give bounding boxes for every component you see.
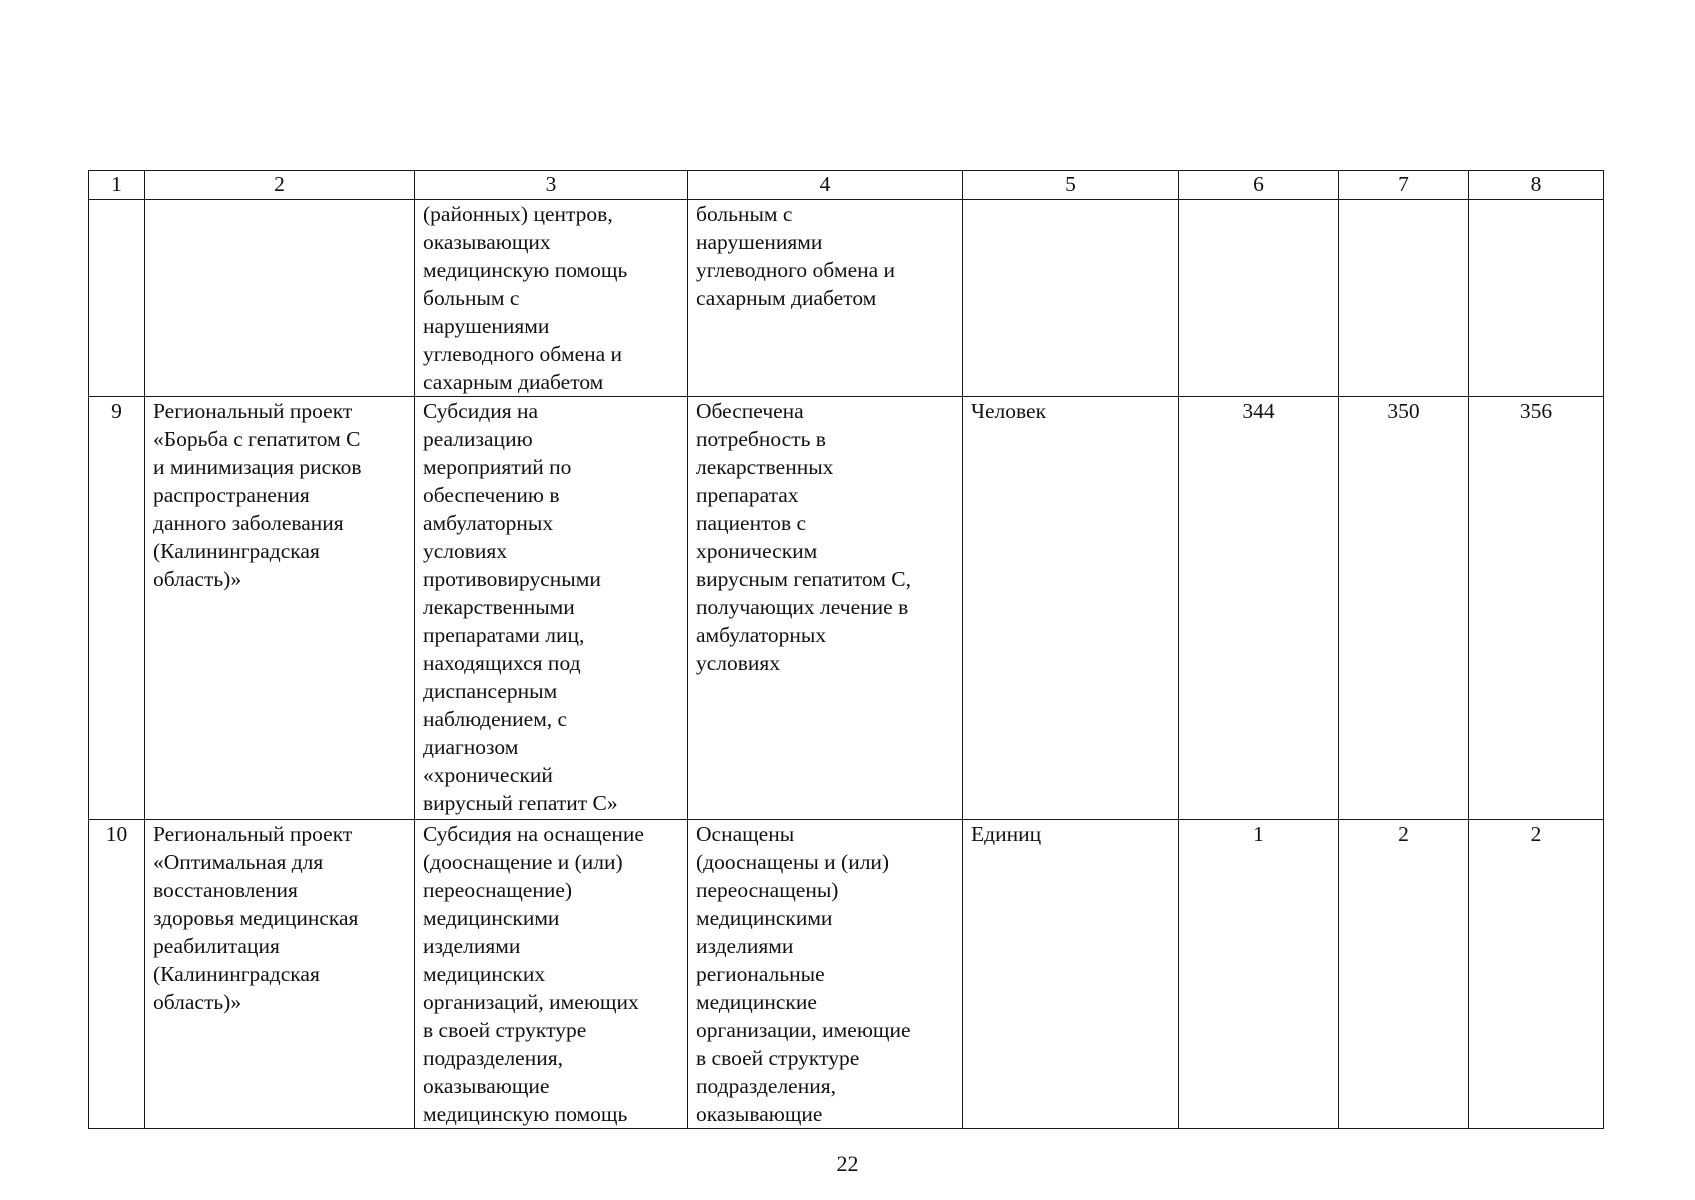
row-number-cell: 10 [89, 820, 145, 1129]
value-cell-6: 1 [1179, 820, 1339, 1129]
header-row [89, 171, 1604, 200]
column-header-4: 4 [688, 171, 963, 200]
measure-cell: (районных) центров, оказывающих медицинскую помощь больным с нарушениями углеводного обмена и сахарным диабетом [415, 200, 688, 397]
row-number-cell [89, 200, 145, 397]
column-header-8: 8 [1469, 171, 1604, 200]
value-cell-6 [1179, 200, 1339, 397]
column-header-6: 6 [1179, 171, 1339, 200]
column-header-7: 7 [1339, 171, 1469, 200]
result-cell: Обеспечена потребность в лекарственных препаратах пациентов с хроническим вирусным гепатитом С, получающих лечение в амбулаторных условиях [688, 397, 963, 820]
column-header-3: 3 [415, 171, 688, 200]
project-name-cell [145, 200, 415, 397]
value-cell-6: 344 [1179, 397, 1339, 820]
table-row [89, 820, 1604, 1129]
unit-cell: Человек [963, 397, 1179, 820]
column-header-5: 5 [963, 171, 1179, 200]
value-cell-7: 350 [1339, 397, 1469, 820]
unit-cell: Единиц [963, 820, 1179, 1129]
measure-cell: Субсидия на оснащение (дооснащение и (или) переоснащение) медицинскими изделиями медицинских организаций, имеющих в своей структуре подразделения, оказывающие медицинскую помощь [415, 820, 688, 1129]
project-name-cell: Региональный проект «Борьба с гепатитом С и минимизация рисков распространения данного заболевания (Калининградская область)» [145, 397, 415, 820]
value-cell-8: 2 [1469, 820, 1604, 1129]
unit-cell [963, 200, 1179, 397]
row-number-cell: 9 [89, 397, 145, 820]
value-cell-8 [1469, 200, 1604, 397]
data-table [88, 170, 1604, 1129]
column-header-1: 1 [89, 171, 145, 200]
result-cell: больным с нарушениями углеводного обмена и сахарным диабетом [688, 200, 963, 397]
page-number: 22 [836, 1151, 859, 1176]
column-header-2: 2 [145, 171, 415, 200]
table-row [89, 200, 1604, 397]
table-row [89, 397, 1604, 820]
value-cell-7: 2 [1339, 820, 1469, 1129]
project-name-cell: Региональный проект «Оптимальная для восстановления здоровья медицинская реабилитация (Калининградская область)» [145, 820, 415, 1129]
result-cell: Оснащены (дооснащены и (или) переоснащены) медицинскими изделиями региональные медицинские организации, имеющие в своей структуре подразделения, оказывающие [688, 820, 963, 1129]
value-cell-8: 356 [1469, 397, 1604, 820]
value-cell-7 [1339, 200, 1469, 397]
measure-cell: Субсидия на реализацию мероприятий по обеспечению в амбулаторных условиях противовирусными лекарственными препаратами лиц, находящихся под диспансерным наблюдением, с диагнозом «хронический вирусный гепатит С» [415, 397, 688, 820]
